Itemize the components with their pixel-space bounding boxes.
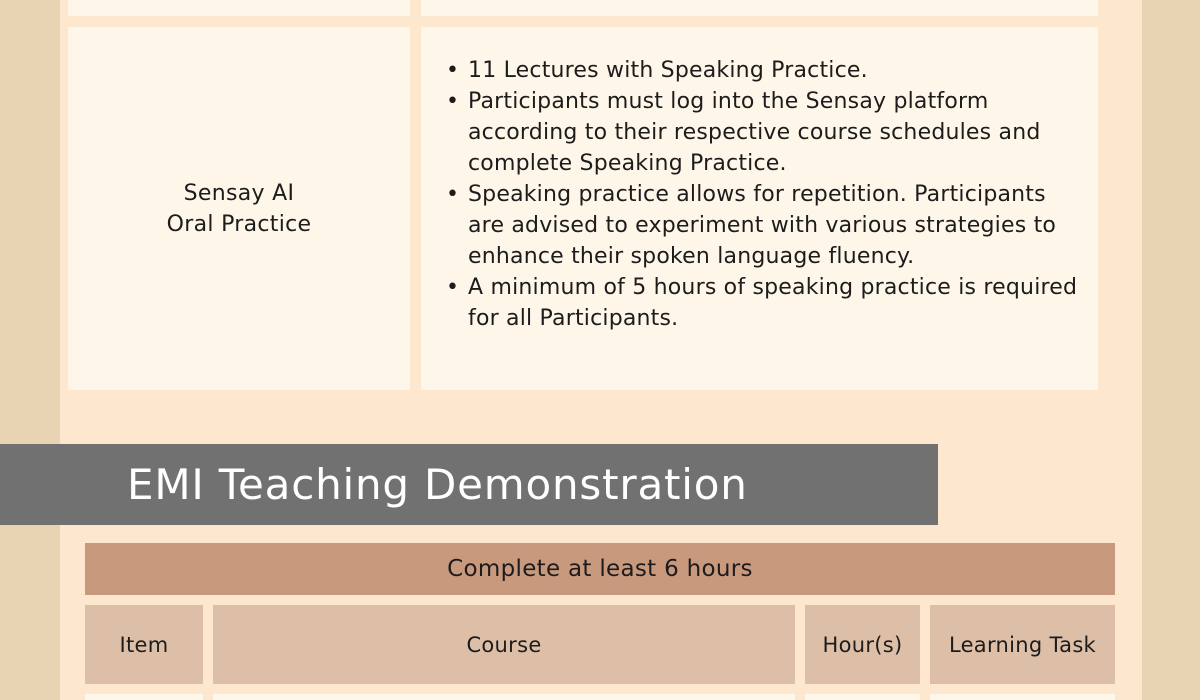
requirement-bar [85, 543, 1115, 595]
header-item [85, 605, 203, 684]
header-learning-task [930, 605, 1115, 684]
header-course-label: Course [466, 632, 542, 657]
header-course [213, 605, 795, 684]
next-row-cell [930, 694, 1115, 700]
next-row-cell [213, 694, 795, 700]
requirement-text: Complete at least 6 hours [447, 556, 753, 582]
practice-label-line-2: Oral Practice [166, 211, 312, 237]
bullet-item: • 11 Lectures with Speaking Practice. [446, 55, 1086, 86]
bullet-item: • A minimum of 5 hours of speaking practice is required for all Participants. [446, 272, 1086, 334]
header-item-label: Item [119, 632, 169, 657]
header-learning-task-label: Learning Task [948, 632, 1097, 657]
practice-description-cell [421, 27, 1098, 390]
practice-label-line-1: Sensay AI [183, 180, 295, 206]
bullet-item: • Speaking practice allows for repetition. Participants are advised to experiment with various strategies to enhance their spoken language fluency. [446, 179, 1086, 272]
section-title: EMI Teaching Demonstration [127, 460, 748, 509]
practice-bullet-list [446, 55, 1086, 334]
next-row-cell [85, 694, 203, 700]
next-row-cell [805, 694, 920, 700]
header-hours [805, 605, 920, 684]
practice-label-cell [68, 27, 410, 390]
previous-row-label-cell [68, 0, 410, 16]
bullet-item: • Participants must log into the Sensay platform according to their respective course schedules and complete Speaking Practice. [446, 86, 1086, 179]
previous-row-desc-cell [421, 0, 1098, 16]
header-hours-label: Hour(s) [822, 632, 903, 657]
